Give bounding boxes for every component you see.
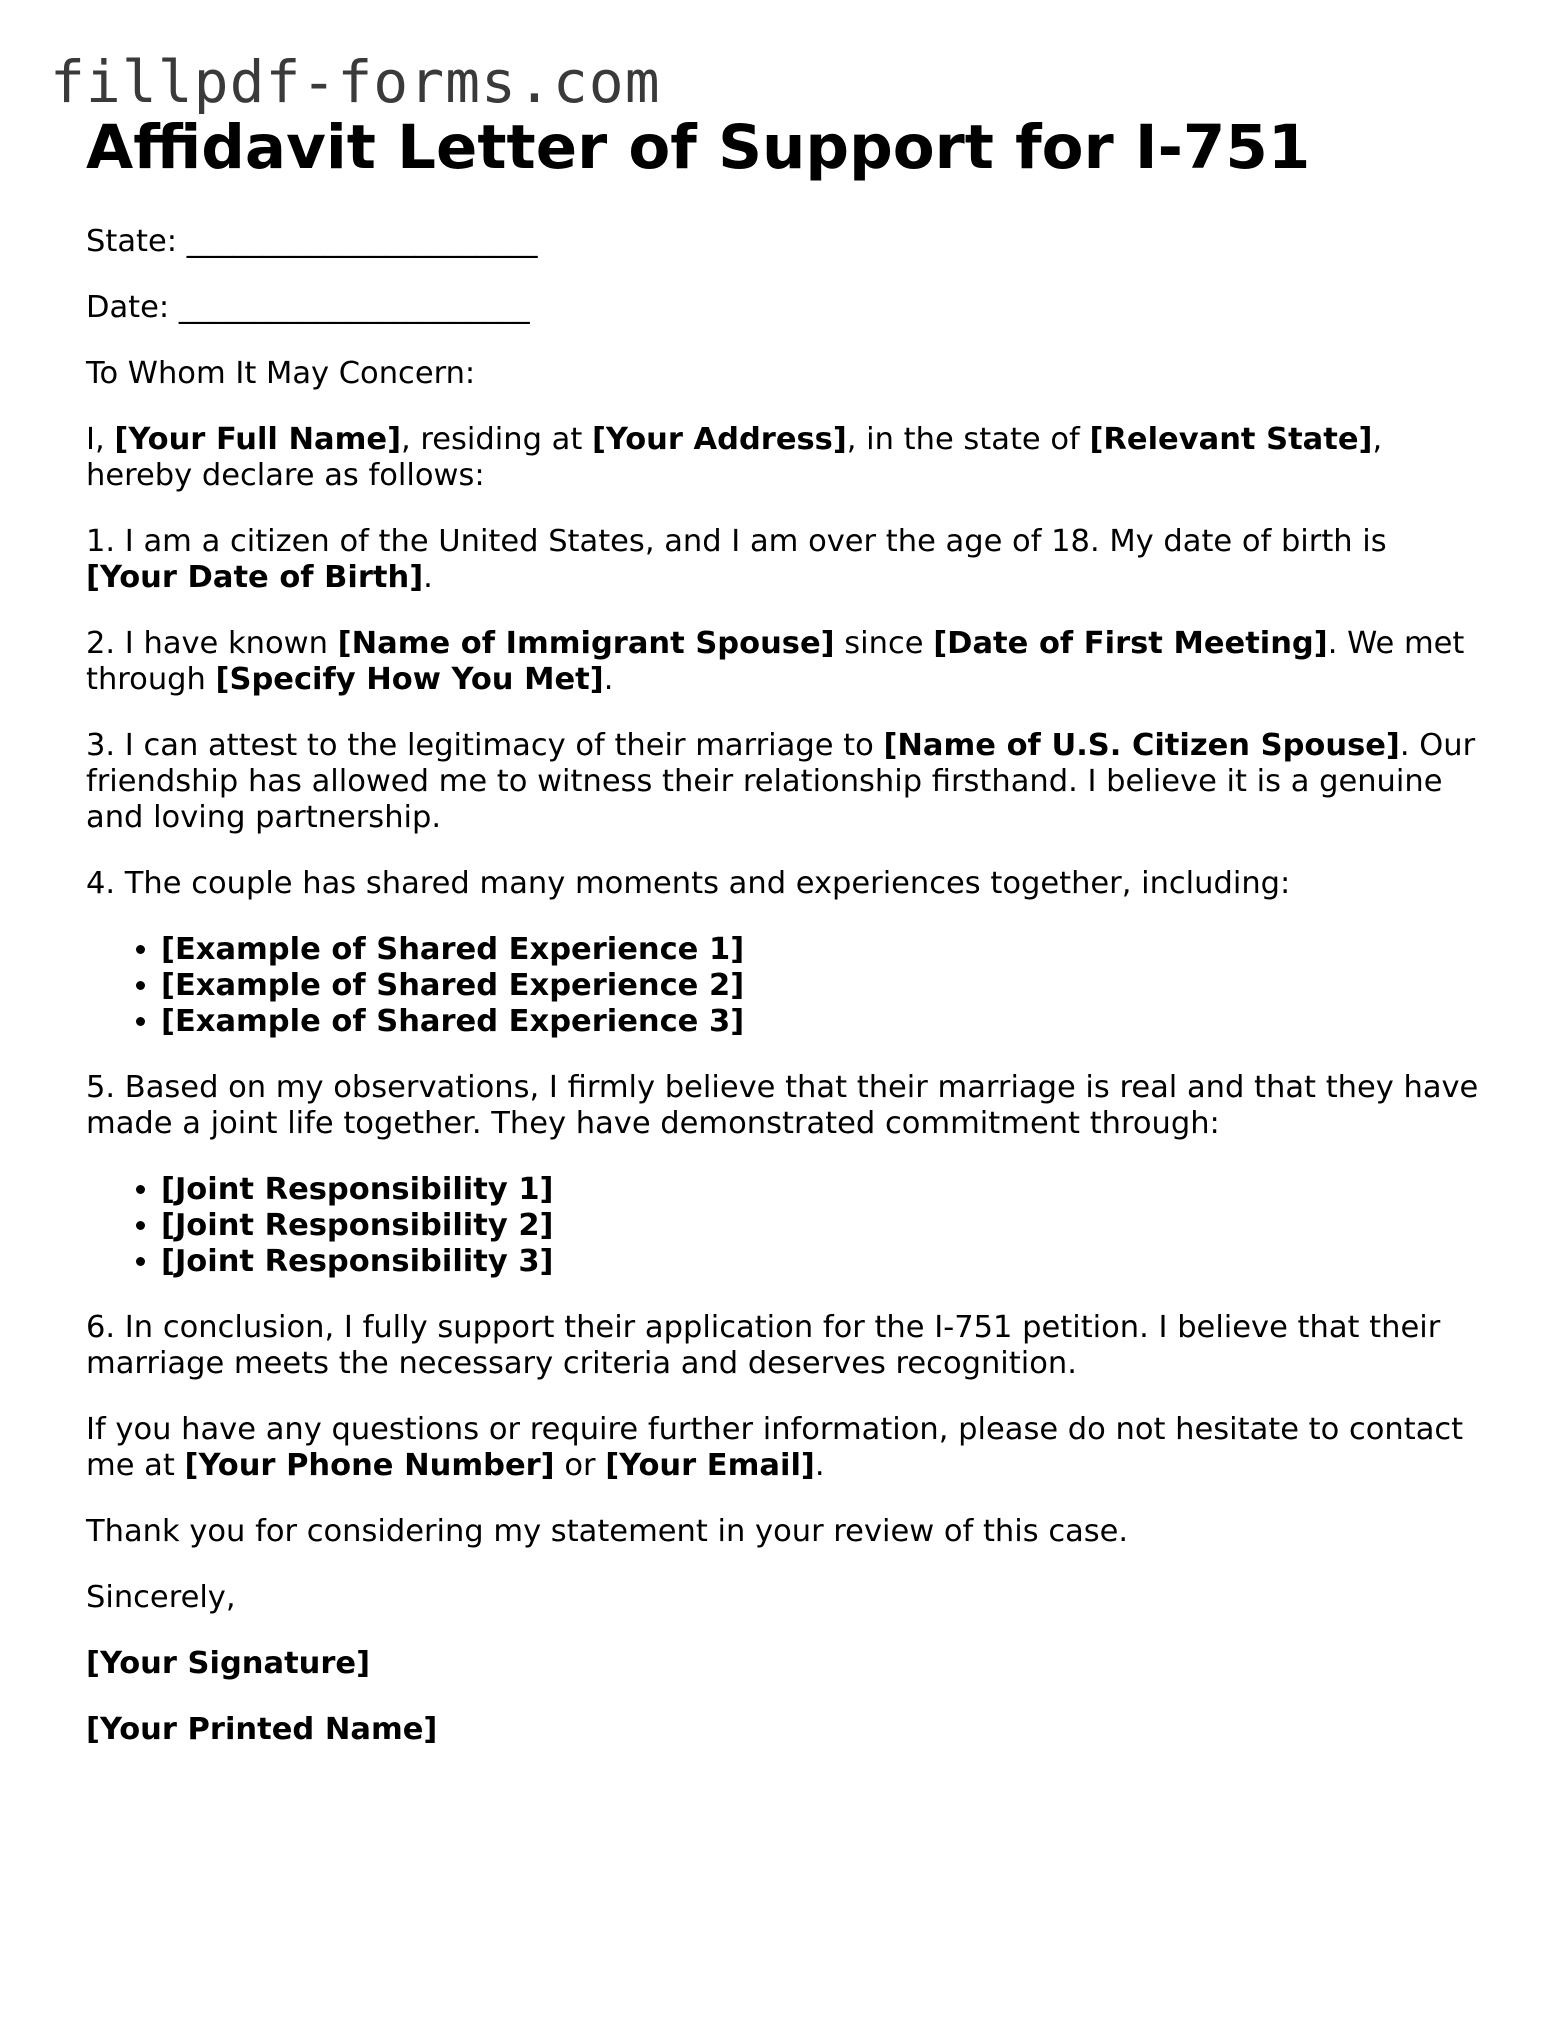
state-blank: _______________________	[186, 224, 538, 259]
placeholder-address: [Your Address]	[591, 422, 847, 457]
placeholder-date-of-birth: [Your Date of Birth]	[86, 560, 424, 595]
page-title: Affidavit Letter of Support for I-751	[86, 112, 1311, 183]
p2-text-4: .	[603, 662, 614, 697]
date-field	[86, 290, 1486, 326]
joint-responsibility-list	[86, 1172, 1486, 1280]
list-item: • [Joint Responsibility 2]	[161, 1208, 1486, 1244]
p1-text-2: .	[423, 560, 433, 595]
placeholder-printed-name: [Your Printed Name]	[86, 1712, 438, 1747]
watermark: fillpdf-forms.com	[50, 48, 661, 116]
printed-name-line	[86, 1712, 1486, 1748]
p3-text-2: . Our friendship has allowed me to witness their relationship firsthand. I believe it is a genuine and loving partnership.	[86, 728, 1476, 835]
contact-text-1: If you have any questions or require further information, please do not hesitate to contact me at	[86, 1412, 1464, 1483]
placeholder-immigrant-spouse: [Name of Immigrant Spouse]	[337, 626, 835, 661]
intro-text-1: I,	[86, 422, 115, 457]
list-item: • [Joint Responsibility 1]	[161, 1172, 1486, 1208]
salutation: To Whom It May Concern:	[86, 356, 476, 391]
placeholder-how-met: [Specify How You Met]	[215, 662, 604, 697]
placeholder-phone: [Your Phone Number]	[184, 1448, 555, 1483]
intro-text-4: , hereby declare as follows:	[86, 422, 1383, 493]
state-label: State:	[86, 224, 178, 259]
intro-paragraph	[86, 422, 1486, 494]
p2-text-1: 2. I have known	[86, 626, 338, 661]
placeholder-relevant-state: [Relevant State]	[1089, 422, 1373, 457]
paragraph-2	[86, 626, 1486, 698]
placeholder-full-name: [Your Full Name]	[114, 422, 402, 457]
signature-line	[86, 1646, 1486, 1682]
paragraph-6: 6. In conclusion, I fully support their application for the I-751 petition. I believe that their marriage meets the necessary criteria and deserves recognition.	[86, 1310, 1441, 1381]
list-item: • [Example of Shared Experience 3]	[161, 1004, 1486, 1040]
date-blank: _______________________	[178, 290, 530, 325]
date-label: Date:	[86, 290, 170, 325]
p3-text-1: 3. I can attest to the legitimacy of their marriage to	[86, 728, 884, 763]
closing: Sincerely,	[86, 1580, 236, 1615]
document	[86, 112, 1486, 1748]
list-item: • [Example of Shared Experience 1]	[161, 932, 1486, 968]
p1-text-1: 1. I am a citizen of the United States, and I am over the age of 18. My date of birth is	[86, 524, 1387, 559]
intro-text-3: , in the state of	[846, 422, 1090, 457]
paragraph-5: 5. Based on my observations, I firmly believe that their marriage is real and that they have made a joint life together. They have demonstrated commitment through:	[86, 1070, 1479, 1141]
placeholder-email: [Your Email]	[605, 1448, 815, 1483]
p2-text-2: since	[834, 626, 934, 661]
contact-text-3: .	[814, 1448, 825, 1483]
placeholder-first-meeting: [Date of First Meeting]	[933, 626, 1328, 661]
contact-paragraph	[86, 1412, 1486, 1484]
list-item: • [Example of Shared Experience 2]	[161, 968, 1486, 1004]
p2-text-3: . We met through	[86, 626, 1465, 697]
shared-experience-list	[86, 932, 1486, 1040]
intro-text-2: , residing at	[401, 422, 592, 457]
placeholder-citizen-spouse: [Name of U.S. Citizen Spouse]	[883, 728, 1400, 763]
list-item: • [Joint Responsibility 3]	[161, 1244, 1486, 1280]
state-field	[86, 224, 1486, 260]
placeholder-signature: [Your Signature]	[86, 1646, 371, 1681]
contact-text-2: or	[554, 1448, 606, 1483]
thanks-paragraph: Thank you for considering my statement in your review of this case.	[86, 1514, 1129, 1549]
paragraph-1	[86, 524, 1486, 596]
paragraph-4: 4. The couple has shared many moments and experiences together, including:	[86, 866, 1291, 901]
paragraph-3	[86, 728, 1486, 836]
